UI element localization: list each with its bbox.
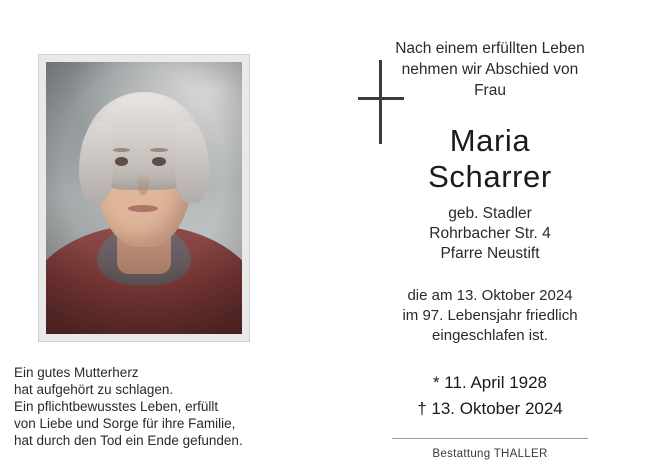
passing-line: die am 13. Oktober 2024 xyxy=(407,287,573,304)
detail-line: Pfarre Neustift xyxy=(440,245,540,262)
verse-line: Ein gutes Mutterherz xyxy=(14,365,139,380)
passing-text xyxy=(330,286,650,346)
cross-vertical-bar xyxy=(379,60,382,144)
cross-icon xyxy=(358,60,404,144)
right-column xyxy=(330,0,650,465)
verse-line: von Liebe und Sorge für ihre Familie, xyxy=(14,416,236,431)
verse-line: hat aufgehört zu schlagen. xyxy=(14,382,174,397)
photo-vignette xyxy=(46,62,242,334)
intro-line: Nach einem erfüllten Leben xyxy=(395,40,585,57)
passing-line: im 97. Lebensjahr friedlich xyxy=(402,307,578,324)
detail-line: Rohrbacher Str. 4 xyxy=(429,225,551,242)
life-dates xyxy=(330,370,650,422)
divider xyxy=(392,438,588,439)
verse-line: Ein pflichtbewusstes Leben, erfüllt xyxy=(14,399,219,414)
birth-date: * 11. April 1928 xyxy=(432,373,548,392)
memorial-verse xyxy=(14,364,324,449)
deceased-last-name: Scharrer xyxy=(428,159,552,194)
portrait-photo xyxy=(46,62,242,334)
verse-line: hat durch den Tod ein Ende gefunden. xyxy=(14,433,243,448)
portrait-frame xyxy=(38,54,250,342)
intro-line: Frau xyxy=(474,82,506,99)
death-date: † 13. Oktober 2024 xyxy=(417,399,563,418)
passing-line: eingeschlafen ist. xyxy=(432,327,548,344)
deceased-details xyxy=(330,204,650,264)
cross-horizontal-bar xyxy=(358,97,404,100)
intro-line: nehmen wir Abschied von xyxy=(401,61,579,78)
detail-line: geb. Stadler xyxy=(448,205,532,222)
deceased-first-name: Maria xyxy=(449,123,531,158)
funeral-home-credit: Bestattung THALLER xyxy=(432,448,548,460)
